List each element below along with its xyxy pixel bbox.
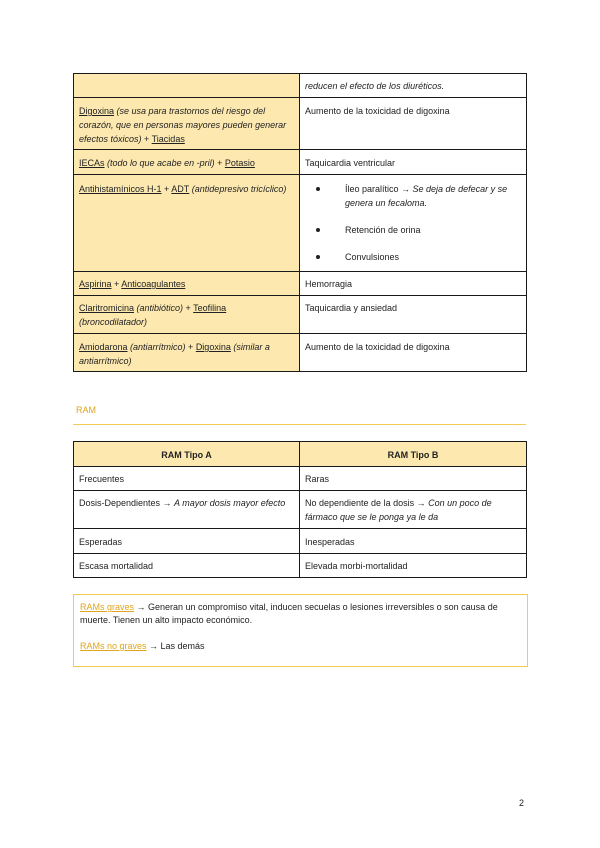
- table-row: [74, 272, 527, 296]
- cell-note: A mayor dosis mayor efecto: [174, 498, 286, 508]
- rams-no-graves-link[interactable]: RAMs no graves: [80, 641, 147, 651]
- table-cell: [74, 98, 300, 150]
- table-row: [74, 175, 527, 272]
- list-item: [305, 250, 521, 264]
- table-cell: Esperadas: [74, 529, 300, 554]
- table-cell: Frecuentes: [74, 467, 300, 491]
- table-cell: Elevada morbi-mortalidad: [300, 554, 527, 578]
- table-cell: Taquicardia ventricular: [300, 150, 527, 175]
- table-row: [74, 334, 527, 372]
- table-cell: [74, 334, 300, 372]
- drug-note: (se usa para trastornos del riesgo del corazón, que en personas mayores pueden generar efectos tóxicos): [79, 106, 287, 144]
- drug-note: (antibiótico): [134, 303, 184, 313]
- table-cell: [74, 296, 300, 334]
- table-cell: Inesperadas: [300, 529, 527, 554]
- table-cell: Raras: [300, 467, 527, 491]
- list-item-text: Íleo paralítico →: [345, 184, 413, 194]
- ram-callout: [73, 594, 528, 667]
- table-row: [74, 467, 527, 491]
- list-item-note: Se deja de defecar y se genera un fecaloma.: [345, 184, 508, 208]
- drug-name: ADT: [171, 184, 190, 194]
- drug-name: Teofilina: [193, 303, 227, 313]
- section-title: RAM: [76, 405, 96, 415]
- rams-graves-link[interactable]: RAMs graves: [80, 602, 135, 612]
- drug-name: IECAs: [79, 158, 105, 168]
- table-row: [74, 296, 527, 334]
- table-row: [74, 150, 527, 175]
- page-number: 2: [519, 798, 525, 808]
- drug-name: Tiacidas: [151, 134, 185, 144]
- table-cell: [300, 491, 527, 529]
- table-cell: Escasa mortalidad: [74, 554, 300, 578]
- callout-text: → Generan un compromiso vital, inducen secuelas o lesiones irreversibles o son causa de muerte. Tienen un alto impacto económico.: [80, 602, 498, 625]
- table-cell: Aumento de la toxicidad de digoxina: [300, 98, 527, 150]
- table-cell: reducen el efecto de los diuréticos.: [300, 74, 527, 98]
- table-cell: [74, 150, 300, 175]
- drug-name: Anticoagulantes: [121, 279, 186, 289]
- drug-note: (broncodilatador): [79, 317, 148, 327]
- list-item-text: Retención de orina: [345, 225, 421, 235]
- table-cell: Taquicardia y ansiedad: [300, 296, 527, 334]
- interactions-table: [73, 73, 527, 372]
- drug-note: (todo lo que acabe en -pril): [104, 158, 215, 168]
- drug-name: Potasio: [224, 158, 255, 168]
- callout-paragraph: [80, 601, 521, 627]
- table-cell: Aumento de la toxicidad de digoxina: [300, 334, 527, 372]
- plus-sign: +: [111, 279, 122, 289]
- table-cell: [74, 491, 300, 529]
- effects-list: [305, 182, 521, 264]
- table-row: [74, 98, 527, 150]
- table-header-row: [74, 442, 527, 467]
- list-item-text: Convulsiones: [345, 252, 400, 262]
- table-cell: Hemorragia: [300, 272, 527, 296]
- drug-name: Digoxina: [79, 106, 115, 116]
- drug-name: Digoxina: [195, 342, 231, 352]
- cell-note: Con un poco de fármaco que se le ponga ya le da: [305, 498, 492, 522]
- drug-name: Amiodarona: [79, 342, 128, 352]
- section-divider: [73, 424, 526, 425]
- list-item: [305, 223, 521, 237]
- plus-sign: +: [183, 303, 194, 313]
- callout-paragraph: [80, 640, 521, 653]
- plus-sign: +: [161, 184, 172, 194]
- ram-table: [73, 441, 527, 578]
- drug-name: Claritromicina: [79, 303, 135, 313]
- column-header: RAM Tipo B: [300, 442, 527, 467]
- table-row: [74, 491, 527, 529]
- callout-text: → Las demás: [146, 641, 205, 651]
- drug-name: Antihistamínicos H-1: [79, 184, 162, 194]
- cell-text: No dependiente de la dosis →: [305, 498, 429, 508]
- column-header: RAM Tipo A: [74, 442, 300, 467]
- plus-sign: +: [141, 134, 152, 144]
- table-cell: [74, 272, 300, 296]
- cell-text: Dosis-Dependientes →: [79, 498, 175, 508]
- drug-note: (antidepresivo tricíclico): [189, 184, 287, 194]
- table-cell: [74, 74, 300, 98]
- drug-note: (antiarrítmico): [127, 342, 186, 352]
- drug-name: Aspirina: [79, 279, 112, 289]
- drug-note: (similar a antiarrítmico): [79, 342, 270, 366]
- plus-sign: +: [214, 158, 225, 168]
- table-row: [74, 554, 527, 578]
- table-cell: [300, 175, 527, 272]
- list-item: [305, 182, 521, 210]
- table-row: [74, 529, 527, 554]
- table-row: [74, 74, 527, 98]
- table-cell: [74, 175, 300, 272]
- plus-sign: +: [185, 342, 196, 352]
